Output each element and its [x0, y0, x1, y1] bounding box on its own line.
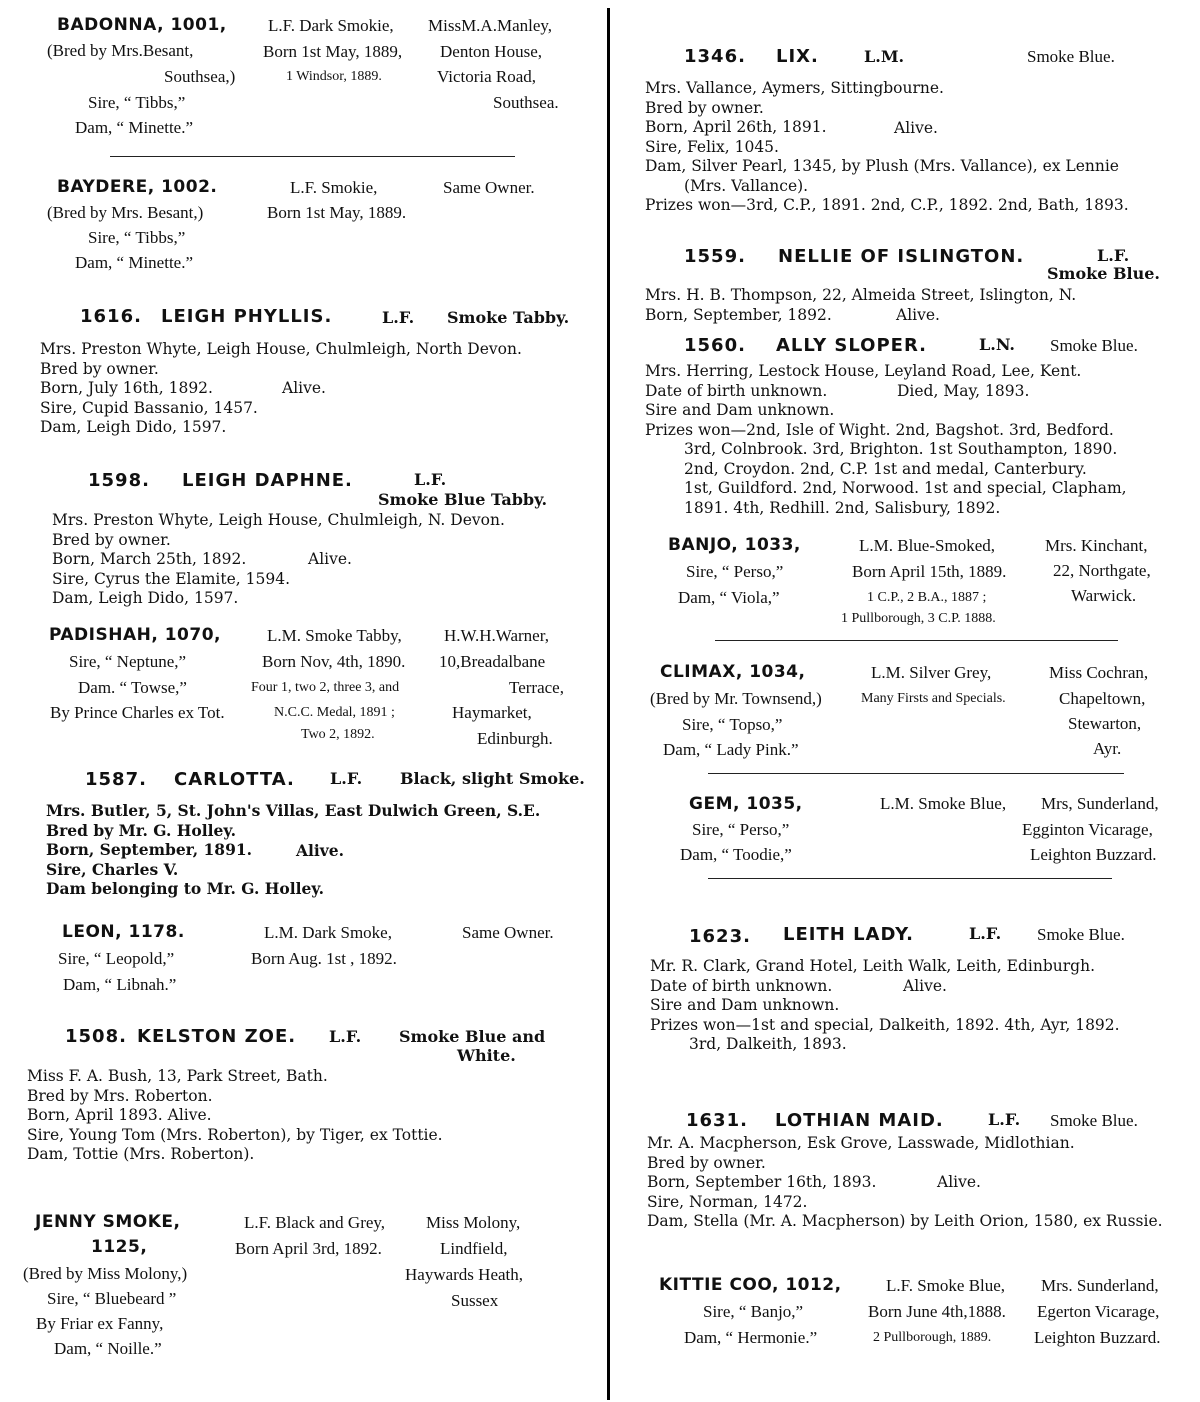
entry-name: PADISHAH, 1070, — [49, 625, 221, 645]
entry-number: 1560. — [684, 335, 746, 356]
entry-sex: L.M. — [864, 47, 905, 66]
entry-breeder: Southsea,) — [164, 67, 236, 86]
entry-name: GEM, 1035, — [689, 794, 803, 814]
detail-line: Born, September, 1892. — [645, 305, 832, 324]
entry-details — [645, 79, 1129, 216]
entry-status: Alive. — [894, 119, 938, 137]
detail-line: Date of birth unknown. — [650, 976, 833, 995]
entry-colour: Smoke Blue. — [1047, 264, 1160, 283]
entry-description: Born April 15th, 1889. — [852, 562, 1007, 581]
detail-line: Mr. R. Clark, Grand Hotel, Leith Walk, Leith, Edinburgh. — [650, 957, 1095, 975]
entry-description: L.F. Smokie, — [290, 178, 378, 197]
entry-name: ALLY SLOPER. — [776, 335, 927, 356]
detail-line: Bred by Mr. G. Holley. — [46, 820, 237, 840]
entry-sex: L.F. — [988, 1110, 1021, 1129]
detail-line: Prizes won—1st and special, Dalkeith, 1892. 4th, Ayr, 1892. — [650, 1015, 1120, 1034]
entry-dam: Dam, “ Minette.” — [75, 253, 194, 272]
entry-owner: Haywards Heath, — [405, 1265, 524, 1284]
entry-description: Born Nov, 4th, 1890. — [262, 652, 406, 671]
entry-dam: Dam, “ Noille.” — [54, 1339, 162, 1358]
entry-owner: Edinburgh. — [477, 729, 553, 748]
entry-owner: MissM.A.Manley, — [428, 16, 553, 35]
entry-owner: Leighton Buzzard. — [1034, 1328, 1161, 1347]
entry-pedigree: By Prince Charles ex Tot. — [50, 703, 225, 722]
detail-line: Mrs. Vallance, Aymers, Sittingbourne. — [645, 79, 944, 97]
entry-name: LOTHIAN MAID. — [775, 1110, 944, 1131]
entry-sire: Sire, “ Perso,” — [692, 820, 790, 839]
detail-line: Mrs. Preston Whyte, Leigh House, Chulmleigh, N. Devon. — [52, 511, 505, 529]
entry-dam: Dam, “ Minette.” — [75, 118, 194, 137]
entry-sex: L.F. — [329, 1027, 362, 1046]
entry-number: 1623. — [689, 926, 751, 947]
entry-status: Alive. — [903, 977, 947, 995]
entry-colour: Black, slight Smoke. — [400, 769, 585, 788]
entry-sire: Sire, “ Leopold,” — [58, 949, 175, 968]
entry-details — [645, 362, 1127, 518]
entry-owner: Victoria Road, — [437, 67, 537, 86]
entry-owner: H.W.H.Warner, — [444, 626, 549, 645]
entry-name: LEITH LADY. — [783, 924, 914, 945]
entry-description: L.M. Smoke Tabby, — [267, 626, 402, 645]
detail-line: Dam, Tottie (Mrs. Roberton). — [27, 1145, 255, 1163]
entry-description: L.F. Smoke Blue, — [886, 1276, 1006, 1295]
entry-number: 1631. — [686, 1110, 748, 1131]
entry-sire: Sire, “ Perso,” — [686, 562, 784, 581]
entry-status: Alive. — [296, 841, 345, 860]
entry-number: 1616. — [80, 306, 142, 327]
entry-sire: Sire, “ Neptune,” — [69, 652, 187, 671]
entry-name: KELSTON ZOE. — [137, 1026, 297, 1047]
entry-description: Born 1st May, 1889, — [263, 42, 403, 61]
detail-line: Sire, Charles V. — [46, 859, 179, 879]
entry-details — [647, 1134, 1163, 1232]
detail-line: Born, April 26th, 1891. — [645, 118, 827, 136]
entry-owner: Denton House, — [440, 42, 542, 61]
entry-name: NELLIE OF ISLINGTON. — [778, 246, 1025, 267]
entry-breeder: (Bred by Mrs. Besant,) — [47, 203, 204, 222]
entry-name: BADONNA, 1001, — [57, 15, 227, 35]
entry-sex: L.F. — [969, 924, 1002, 943]
entry-owner: Same Owner. — [462, 923, 554, 942]
detail-line: Dam belonging to Mr. G. Holley. — [46, 879, 325, 898]
entry-sex: L.F. — [330, 769, 363, 788]
entry-description: Born June 4th,1888. — [868, 1302, 1006, 1321]
entry-colour: Smoke Blue. — [1037, 925, 1125, 944]
entry-prizes: Four 1, two 2, three 3, and — [251, 680, 400, 695]
entry-owner: Miss Molony, — [426, 1213, 521, 1232]
entry-owner: 10,Breadalbane — [439, 652, 546, 671]
entry-owner: Ayr. — [1093, 739, 1122, 758]
detail-line: Born, September 16th, 1893. — [647, 1173, 877, 1191]
detail-line: Sire, Cupid Bassanio, 1457. — [40, 398, 258, 417]
entry-details — [52, 511, 505, 609]
detail-line: Sire, Norman, 1472. — [647, 1192, 808, 1211]
detail-line: Bred by Mrs. Roberton. — [27, 1086, 213, 1105]
entry-status: Alive. — [896, 306, 940, 324]
entry-dam: Dam. “ Towse,” — [78, 678, 187, 697]
detail-line: Miss F. A. Bush, 13, Park Street, Bath. — [27, 1067, 328, 1085]
detail-line: Sire, Young Tom (Mrs. Roberton), by Tiger, ex Tottie. — [27, 1125, 443, 1144]
entry-sex: L.F. — [382, 308, 415, 327]
entry-status: Alive. — [282, 379, 326, 397]
entry-prizes: Many Firsts and Specials. — [861, 691, 1006, 706]
entry-details — [40, 340, 522, 438]
detail-line: Mrs. H. B. Thompson, 22, Almeida Street, Islington, N. — [645, 286, 1077, 304]
entry-prizes: 1 C.P., 2 B.A., 1887 ; — [867, 590, 987, 605]
entry-number: 1598. — [88, 470, 150, 491]
entry-owner: Mrs. Kinchant, — [1045, 536, 1148, 555]
entry-colour: Smoke Blue. — [1027, 47, 1115, 66]
detail-line: 2nd, Croydon. 2nd, C.P. 1st and medal, Canterbury. — [684, 459, 1087, 478]
entry-number: 1587. — [85, 769, 147, 790]
entry-dam: Dam, “ Viola,” — [678, 588, 780, 607]
entry-description: L.M. Blue-Smoked, — [859, 536, 995, 555]
entry-owner: Stewarton, — [1068, 714, 1142, 733]
entry-name: BANJO, 1033, — [668, 535, 801, 555]
detail-line: Dam, Leigh Dido, 1597. — [40, 418, 227, 436]
detail-line: 3rd, Colnbrook. 3rd, Brighton. 1st Southampton, 1890. — [684, 440, 1118, 458]
entry-owner: Same Owner. — [443, 178, 535, 197]
entry-status: Alive. — [308, 550, 352, 568]
entry-number: 1346. — [684, 46, 746, 67]
entry-colour: White. — [457, 1046, 516, 1065]
separator-rule — [715, 640, 1118, 641]
detail-line: Mrs. Butler, 5, St. John's Villas, East Dulwich Green, S.E. — [46, 801, 541, 820]
entry-name: CARLOTTA. — [174, 769, 295, 790]
detail-line: Sire, Cyrus the Elamite, 1594. — [52, 569, 291, 588]
entry-owner: Chapeltown, — [1059, 689, 1146, 708]
entry-owner: Egerton Vicarage, — [1037, 1302, 1160, 1321]
entry-description: L.M. Dark Smoke, — [264, 923, 392, 942]
detail-line: Bred by owner. — [647, 1153, 766, 1172]
entry-name: LEIGH DAPHNE. — [182, 470, 353, 491]
entry-dam: Dam, “ Lady Pink.” — [663, 740, 799, 759]
detail-line: Mrs. Herring, Lestock House, Leyland Road, Lee, Kent. — [645, 362, 1082, 380]
entry-sire: Sire, “ Banjo,” — [703, 1302, 804, 1321]
entry-description: Born April 3rd, 1892. — [235, 1239, 382, 1258]
entry-sire: Sire, “ Topso,” — [682, 715, 783, 734]
entry-sire: Sire, “ Tibbs,” — [88, 93, 186, 112]
entry-colour: Smoke Tabby. — [447, 308, 570, 327]
entry-owner: 22, Northgate, — [1053, 561, 1151, 580]
entry-description: L.M. Smoke Blue, — [880, 794, 1007, 813]
entry-dam: Dam, “ Libnah.” — [63, 975, 177, 994]
entry-sex: L.F. — [1097, 246, 1130, 265]
entry-owner: Terrace, — [509, 678, 564, 697]
entry-prizes: 1 Pullborough, 3 C.P. 1888. — [841, 611, 996, 626]
entry-pedigree: By Friar ex Fanny, — [36, 1314, 164, 1333]
entry-owner: Sussex — [451, 1291, 499, 1310]
detail-line: Bred by owner. — [40, 359, 159, 378]
entry-details — [46, 801, 540, 899]
entry-number: 1559. — [684, 246, 746, 267]
entry-breeder: (Bred by Miss Molony,) — [23, 1264, 188, 1283]
entry-owner: Mrs. Sunderland, — [1041, 1276, 1159, 1295]
entry-colour: Smoke Blue and — [399, 1027, 546, 1046]
detail-line: 1891. 4th, Redhill. 2nd, Salisbury, 1892. — [684, 498, 1001, 517]
detail-line: Mrs. Preston Whyte, Leigh House, Chulmleigh, North Devon. — [40, 340, 522, 358]
entry-owner: Egginton Vicarage, — [1022, 820, 1153, 839]
entry-owner: Lindfield, — [440, 1239, 508, 1258]
detail-line: Prizes won—2nd, Isle of Wight. 2nd, Bagshot. 3rd, Bedford. — [645, 420, 1114, 439]
entry-colour: Smoke Blue. — [1050, 1111, 1138, 1130]
entry-status: Died, May, 1893. — [897, 382, 1030, 400]
detail-line: Sire and Dam unknown. — [650, 996, 840, 1014]
entry-breeder: (Bred by Mr. Townsend,) — [650, 689, 822, 708]
detail-line: Bred by owner. — [645, 98, 764, 117]
entry-dam: Dam, “ Toodie,” — [680, 845, 792, 864]
detail-line: Dam, Silver Pearl, 1345, by Plush (Mrs. Vallance), ex Lennie — [645, 157, 1119, 175]
entry-details — [645, 286, 1076, 325]
entry-description: Born 1st May, 1889. — [267, 203, 407, 222]
entry-breeder: (Bred by Mrs.Besant, — [47, 41, 194, 60]
detail-line: Born, July 16th, 1892. — [40, 379, 213, 397]
entry-name: JENNY SMOKE, — [35, 1212, 181, 1232]
entry-description: L.F. Black and Grey, — [244, 1213, 386, 1232]
entry-status: Alive. — [937, 1173, 981, 1191]
detail-line: Bred by owner. — [52, 530, 171, 549]
entry-details — [650, 957, 1120, 1055]
entry-description: Born Aug. 1st , 1892. — [251, 949, 397, 968]
separator-rule — [110, 156, 515, 157]
detail-line: Date of birth unknown. — [645, 381, 828, 400]
detail-line: Born, September, 1891. — [46, 840, 253, 859]
entry-dam: Dam, “ Hermonie.” — [684, 1328, 818, 1347]
detail-line: Dam, Stella (Mr. A. Macpherson) by Leith Orion, 1580, ex Russie. — [647, 1212, 1163, 1230]
entry-name: LEIGH PHYLLIS. — [161, 306, 333, 327]
entry-owner: Southsea. — [493, 93, 559, 112]
detail-line: (Mrs. Vallance). — [684, 176, 809, 195]
detail-line: 1st, Guildford. 2nd, Norwood. 1st and special, Clapham, — [684, 479, 1127, 497]
entry-sex: L.N. — [979, 335, 1015, 354]
detail-line: Prizes won—3rd, C.P., 1891. 2nd, C.P., 1892. 2nd, Bath, 1893. — [645, 196, 1129, 214]
entry-number: 1508. — [65, 1026, 127, 1047]
detail-line: Sire, Felix, 1045. — [645, 137, 779, 156]
entry-sex: L.F. — [414, 470, 447, 489]
entry-owner: Warwick. — [1071, 586, 1137, 605]
entry-owner: Mrs, Sunderland, — [1041, 794, 1159, 813]
entry-prizes: N.C.C. Medal, 1891 ; — [274, 705, 395, 720]
entry-owner: Miss Cochran, — [1049, 663, 1149, 682]
entry-prizes: 2 Pullborough, 1889. — [873, 1330, 992, 1345]
entry-name: CLIMAX, 1034, — [660, 662, 806, 682]
detail-line: Dam, Leigh Dido, 1597. — [52, 589, 239, 607]
detail-line: 3rd, Dalkeith, 1893. — [689, 1035, 847, 1053]
entry-name: LIX. — [776, 46, 819, 67]
entry-colour: Smoke Blue. — [1050, 336, 1138, 355]
entry-name: 1125, — [91, 1237, 148, 1257]
entry-owner: Haymarket, — [452, 703, 532, 722]
entry-prizes: 1 Windsor, 1889. — [286, 69, 382, 84]
entry-name: BAYDERE, 1002. — [57, 177, 218, 197]
detail-line: Born, April 1893. Alive. — [27, 1106, 212, 1124]
entry-colour: Smoke Blue Tabby. — [378, 490, 548, 509]
column-divider — [607, 8, 610, 1400]
entry-prizes: Two 2, 1892. — [301, 727, 375, 742]
entry-description: L.F. Dark Smokie, — [268, 16, 394, 35]
separator-rule — [708, 878, 1112, 879]
entry-details — [27, 1067, 443, 1165]
entry-name: KITTIE COO, 1012, — [659, 1275, 842, 1295]
entry-owner: Leighton Buzzard. — [1030, 845, 1157, 864]
detail-line: Born, March 25th, 1892. — [52, 550, 247, 568]
detail-line: Mr. A. Macpherson, Esk Grove, Lasswade, Midlothian. — [647, 1134, 1075, 1152]
separator-rule — [708, 773, 1124, 774]
entry-name: LEON, 1178. — [62, 922, 185, 942]
entry-sire: Sire, “ Bluebeard ” — [47, 1289, 177, 1308]
entry-description: L.M. Silver Grey, — [871, 663, 992, 682]
detail-line: Sire and Dam unknown. — [645, 401, 835, 419]
entry-sire: Sire, “ Tibbs,” — [88, 228, 186, 247]
